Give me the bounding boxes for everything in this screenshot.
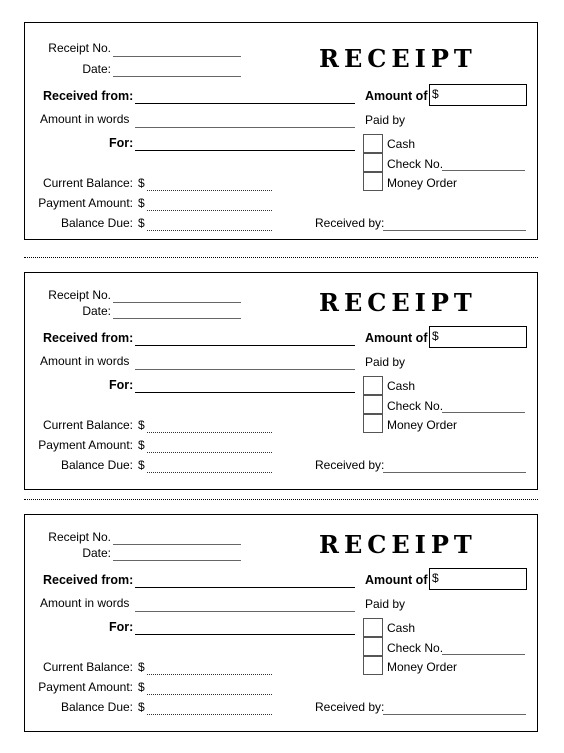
for-label: For: bbox=[109, 620, 134, 634]
receipt-form bbox=[24, 272, 538, 490]
receipt-title: RECEIPT bbox=[319, 288, 477, 317]
money-order-checkbox[interactable] bbox=[363, 656, 383, 675]
receipt-no-field[interactable] bbox=[113, 302, 241, 303]
currency-symbol: $ bbox=[138, 216, 145, 230]
date-field[interactable] bbox=[113, 318, 241, 319]
check-no-label: Check No. bbox=[387, 399, 444, 413]
money-order-checkbox[interactable] bbox=[363, 414, 383, 433]
paid-by-label: Paid by bbox=[365, 113, 406, 127]
date-label: Date: bbox=[82, 546, 111, 560]
amount-in-words-label: Amount in words bbox=[40, 596, 130, 610]
cash-checkbox[interactable] bbox=[363, 134, 383, 153]
check-no-field[interactable] bbox=[442, 654, 525, 655]
balance-due-label: Balance Due: bbox=[60, 458, 133, 472]
check-no-label: Check No. bbox=[387, 157, 444, 171]
cash-checkbox[interactable] bbox=[363, 618, 383, 637]
amount-field[interactable] bbox=[429, 84, 527, 106]
for-field[interactable] bbox=[135, 634, 355, 635]
receipt-form bbox=[24, 514, 538, 732]
for-label: For: bbox=[109, 136, 134, 150]
current-balance-field[interactable] bbox=[147, 190, 272, 191]
paid-by-label: Paid by bbox=[365, 597, 406, 611]
amount-field[interactable] bbox=[429, 568, 527, 590]
receipt-form bbox=[24, 22, 538, 240]
receipt-title: RECEIPT bbox=[319, 530, 477, 559]
balance-due-field[interactable] bbox=[147, 714, 272, 715]
currency-symbol: $ bbox=[138, 176, 145, 190]
current-balance-label: Current Balance: bbox=[42, 176, 133, 190]
currency-symbol: $ bbox=[432, 87, 439, 101]
receipt-no-field[interactable] bbox=[113, 544, 241, 545]
received-from-label: Received from: bbox=[43, 573, 134, 587]
payment-amount-label: Payment Amount: bbox=[38, 680, 133, 694]
currency-symbol: $ bbox=[138, 680, 145, 694]
money-order-checkbox[interactable] bbox=[363, 172, 383, 191]
check-checkbox[interactable] bbox=[363, 637, 383, 656]
money-order-label: Money Order bbox=[387, 660, 458, 674]
received-by-label: Received by: bbox=[315, 216, 385, 230]
received-by-field[interactable] bbox=[383, 230, 526, 231]
currency-symbol: $ bbox=[432, 571, 439, 585]
cut-line bbox=[24, 499, 538, 500]
currency-symbol: $ bbox=[138, 196, 145, 210]
balance-due-field[interactable] bbox=[147, 230, 272, 231]
payment-amount-field[interactable] bbox=[147, 210, 272, 211]
check-no-label: Check No. bbox=[387, 641, 444, 655]
cash-label: Cash bbox=[387, 137, 416, 151]
received-by-field[interactable] bbox=[383, 714, 526, 715]
date-label: Date: bbox=[82, 62, 111, 76]
for-label: For: bbox=[109, 378, 134, 392]
amount-in-words-label: Amount in words bbox=[40, 354, 130, 368]
currency-symbol: $ bbox=[138, 438, 145, 452]
cash-label: Cash bbox=[387, 621, 416, 635]
check-checkbox[interactable] bbox=[363, 395, 383, 414]
current-balance-field[interactable] bbox=[147, 432, 272, 433]
receipt-no-label: Receipt No. bbox=[48, 288, 111, 302]
received-from-field[interactable] bbox=[135, 103, 355, 104]
received-from-field[interactable] bbox=[135, 587, 355, 588]
currency-symbol: $ bbox=[138, 458, 145, 472]
current-balance-label: Current Balance: bbox=[42, 660, 133, 674]
date-field[interactable] bbox=[113, 76, 241, 77]
payment-amount-field[interactable] bbox=[147, 694, 272, 695]
check-checkbox[interactable] bbox=[363, 153, 383, 172]
balance-due-label: Balance Due: bbox=[60, 700, 133, 714]
money-order-label: Money Order bbox=[387, 176, 458, 190]
received-by-field[interactable] bbox=[383, 472, 526, 473]
amount-of-label: Amount of bbox=[365, 89, 428, 103]
receipt-no-field[interactable] bbox=[113, 56, 241, 57]
amount-of-label: Amount of bbox=[365, 331, 428, 345]
date-label: Date: bbox=[82, 304, 111, 318]
payment-amount-label: Payment Amount: bbox=[38, 196, 133, 210]
received-from-label: Received from: bbox=[43, 89, 134, 103]
for-field[interactable] bbox=[135, 150, 355, 151]
balance-due-field[interactable] bbox=[147, 472, 272, 473]
cut-line bbox=[24, 257, 538, 258]
received-by-label: Received by: bbox=[315, 458, 385, 472]
amount-of-label: Amount of bbox=[365, 573, 428, 587]
amount-in-words-field[interactable] bbox=[135, 127, 355, 128]
cash-checkbox[interactable] bbox=[363, 376, 383, 395]
amount-field[interactable] bbox=[429, 326, 527, 348]
amount-in-words-field[interactable] bbox=[135, 369, 355, 370]
date-field[interactable] bbox=[113, 560, 241, 561]
check-no-field[interactable] bbox=[442, 170, 525, 171]
payment-amount-label: Payment Amount: bbox=[38, 438, 133, 452]
paid-by-label: Paid by bbox=[365, 355, 406, 369]
for-field[interactable] bbox=[135, 392, 355, 393]
money-order-label: Money Order bbox=[387, 418, 458, 432]
currency-symbol: $ bbox=[138, 700, 145, 714]
amount-in-words-label: Amount in words bbox=[40, 112, 130, 126]
cash-label: Cash bbox=[387, 379, 416, 393]
received-by-label: Received by: bbox=[315, 700, 385, 714]
currency-symbol: $ bbox=[138, 660, 145, 674]
receipt-no-label: Receipt No. bbox=[48, 41, 111, 55]
current-balance-label: Current Balance: bbox=[42, 418, 133, 432]
amount-in-words-field[interactable] bbox=[135, 611, 355, 612]
payment-amount-field[interactable] bbox=[147, 452, 272, 453]
balance-due-label: Balance Due: bbox=[60, 216, 133, 230]
currency-symbol: $ bbox=[432, 329, 439, 343]
currency-symbol: $ bbox=[138, 418, 145, 432]
received-from-field[interactable] bbox=[135, 345, 355, 346]
current-balance-field[interactable] bbox=[147, 674, 272, 675]
receipt-title: RECEIPT bbox=[319, 44, 477, 73]
receipt-no-label: Receipt No. bbox=[48, 530, 111, 544]
received-from-label: Received from: bbox=[43, 331, 134, 345]
check-no-field[interactable] bbox=[442, 412, 525, 413]
